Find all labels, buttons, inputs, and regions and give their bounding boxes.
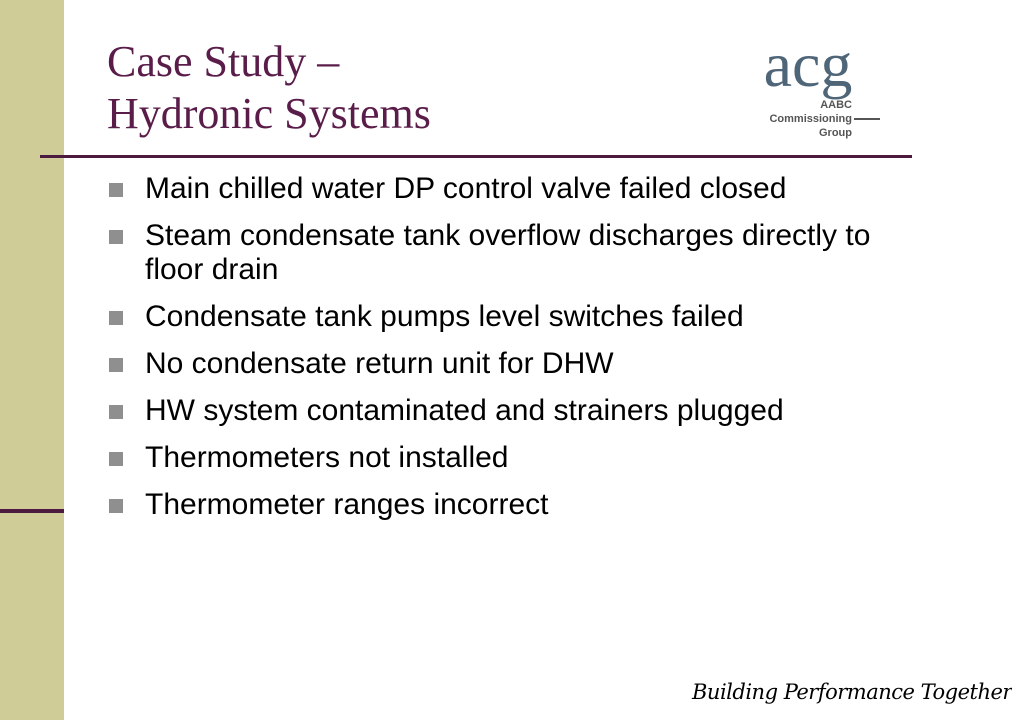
bullet-item	[107, 441, 897, 475]
square-bullet-icon	[109, 183, 123, 197]
logo-line-2: Commissioning	[769, 113, 852, 125]
square-bullet-icon	[109, 358, 123, 372]
footer-tagline: Building Performance Together	[692, 680, 1012, 704]
bullet-item	[107, 219, 897, 287]
bullet-text: Condensate tank pumps level switches failed	[145, 300, 744, 333]
title-divider	[40, 155, 912, 158]
slide-title	[107, 36, 431, 140]
left-accent-band	[0, 0, 64, 720]
slide-title-line-1: Case Study –	[107, 37, 340, 86]
logo-line-1: AABC	[820, 99, 852, 111]
bullet-item	[107, 300, 897, 334]
square-bullet-icon	[109, 230, 123, 244]
bullet-text: Thermometers not installed	[145, 441, 509, 474]
bullet-text: HW system contaminated and strainers plugged	[145, 394, 784, 427]
square-bullet-icon	[109, 499, 123, 513]
bullet-list	[107, 172, 897, 535]
bullet-item	[107, 488, 897, 522]
logo-rule	[854, 118, 880, 120]
slide-title-line-2: Hydronic Systems	[107, 89, 431, 138]
bullet-item	[107, 172, 897, 206]
bullet-text: Main chilled water DP control valve failed closed	[145, 172, 787, 205]
logo-wordmark: acg	[763, 29, 853, 100]
bullet-text: No condensate return unit for DHW	[145, 347, 614, 380]
bullet-text: Thermometer ranges incorrect	[145, 488, 549, 521]
square-bullet-icon	[109, 452, 123, 466]
logo-line-3: Group	[819, 127, 852, 139]
square-bullet-icon	[109, 311, 123, 325]
bullet-item	[107, 347, 897, 381]
bullet-text: Steam condensate tank overflow discharges directly to floor drain	[145, 219, 871, 286]
acg-logo	[732, 29, 884, 154]
bullet-item	[107, 394, 897, 428]
square-bullet-icon	[109, 405, 123, 419]
left-band-rule	[0, 509, 64, 513]
